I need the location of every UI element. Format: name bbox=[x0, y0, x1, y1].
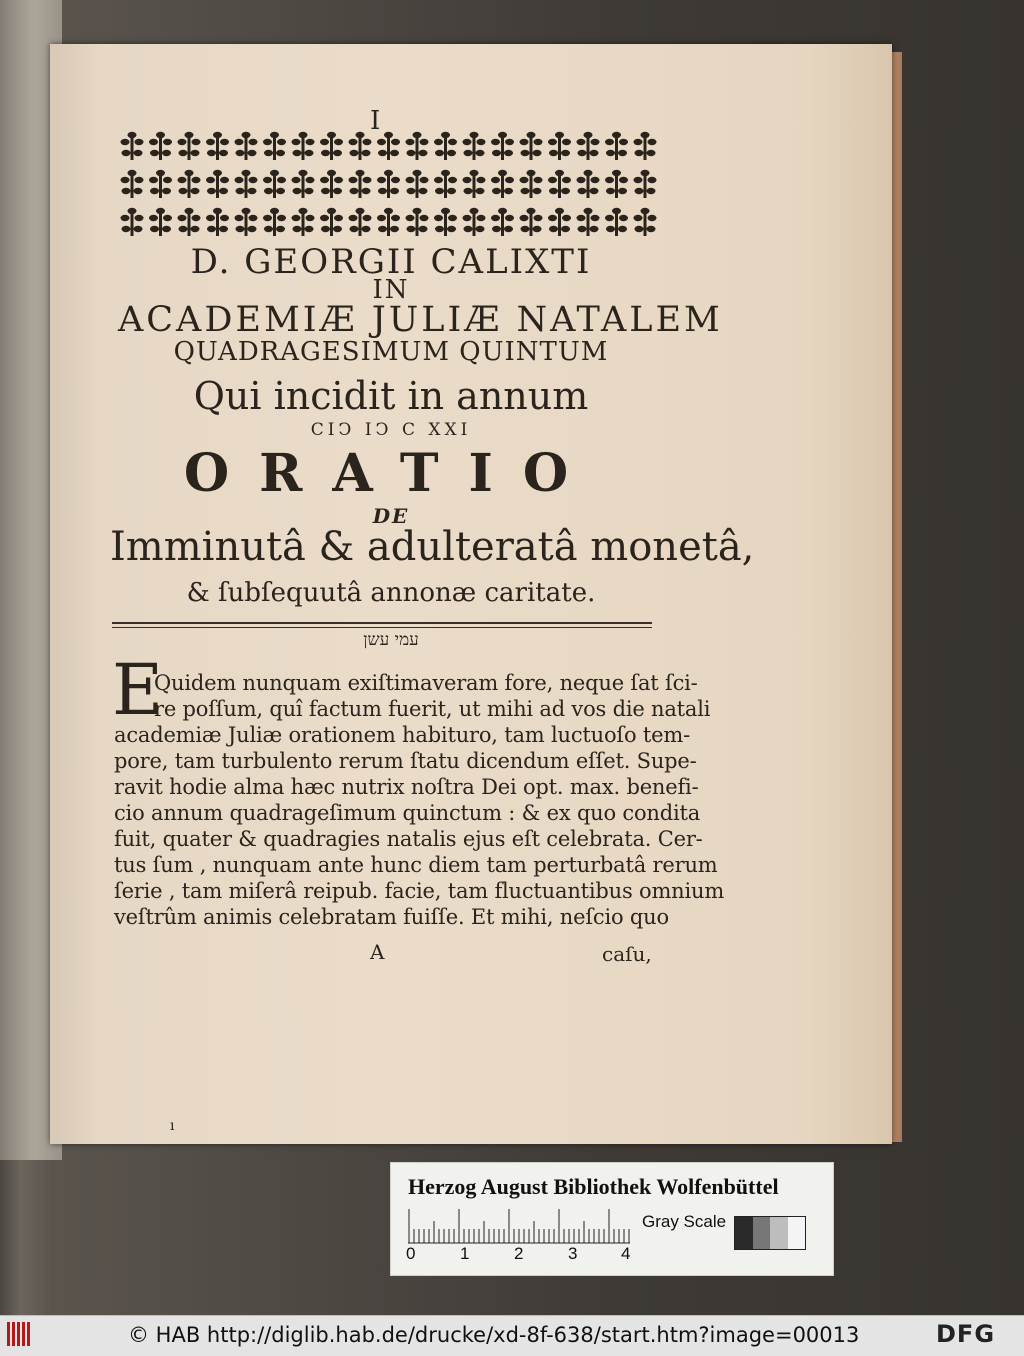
title-year-intro: Qui incidit in annum bbox=[193, 374, 589, 418]
title-oratio: ORATIO bbox=[183, 443, 599, 504]
drop-cap: E bbox=[112, 649, 164, 731]
catchword: caſu, bbox=[602, 942, 652, 966]
title-year: CIↃ IↃ C XXI bbox=[310, 420, 472, 440]
ink-mark: ı bbox=[170, 1118, 175, 1134]
body-line: Quidem nunquam exiſtimaveram fore, neque ſat ſci- bbox=[154, 671, 698, 695]
title-subject-2: & ſubſequutâ annonæ caritate. bbox=[186, 578, 596, 608]
scale-number: 3 bbox=[568, 1244, 578, 1263]
swatch bbox=[753, 1217, 771, 1249]
title-de: DE bbox=[372, 504, 410, 528]
scale-number: 2 bbox=[514, 1244, 524, 1263]
body-line: academiæ Juliæ orationem habituro, tam luctuoſo tem- bbox=[114, 723, 690, 747]
body-line: tus ſum , nunquam ante hunc diem tam perturbatâ rerum bbox=[114, 853, 718, 877]
divider-rule-thin bbox=[112, 627, 652, 628]
hab-logo-icon bbox=[6, 1320, 34, 1348]
footer-link[interactable]: © HAB http://diglib.hab.de/drucke/xd-8f-638/start.htm?image=00013 bbox=[128, 1323, 860, 1347]
scale-number: 0 bbox=[406, 1244, 416, 1263]
swatch bbox=[770, 1217, 788, 1249]
swatch bbox=[735, 1217, 753, 1249]
body-line: cio annum quadrageſimum quinctum : & ex quo condita bbox=[114, 801, 701, 825]
page-number: I bbox=[370, 106, 381, 136]
hebrew-motto: עמי עשן bbox=[363, 630, 419, 650]
title-anniversary: QUADRAGESIMUM QUINTUM bbox=[173, 337, 609, 367]
scale-number: 1 bbox=[460, 1244, 470, 1263]
ruler-scale bbox=[408, 1208, 638, 1244]
swatch bbox=[788, 1217, 806, 1249]
body-line: ravit hodie alma hæc nutrix noſtra Dei opt. max. benefi- bbox=[114, 775, 699, 799]
ornament-border-icon bbox=[118, 130, 664, 242]
body-line: fuit, quater & quadragies natalis ejus eſt celebrata. Cer- bbox=[114, 827, 703, 851]
author-line: D. GEORGII CALIXTI bbox=[190, 242, 592, 282]
dfg-logo[interactable]: DFG bbox=[936, 1320, 996, 1348]
title-in: IN bbox=[372, 275, 410, 305]
divider-rule bbox=[112, 622, 652, 624]
signature-mark: A bbox=[370, 940, 385, 964]
scale-number: 4 bbox=[621, 1244, 631, 1263]
body-line: veſtrûm animis celebratam fuiſſe. Et mihi, neſcio quo bbox=[114, 905, 669, 929]
body-line: re poſſum, quî factum fuerit, ut mihi ad vos die natali bbox=[154, 697, 711, 721]
gray-scale-label: Gray Scale bbox=[642, 1212, 727, 1231]
title-academy: ACADEMIÆ JULIÆ NATALEM bbox=[118, 300, 723, 340]
title-subject: Imminutâ & adulteratâ monetâ, bbox=[110, 524, 755, 570]
body-line: pore, tam turbulento rerum ſtatu dicendum eſſet. Supe- bbox=[114, 749, 697, 773]
gray-scale-swatches bbox=[734, 1216, 806, 1250]
body-line: ſerie , tam miſerâ reipub. facie, tam fluctuantibus omnium bbox=[114, 879, 725, 903]
library-name: Herzog August Bibliothek Wolfenbüttel bbox=[408, 1174, 779, 1199]
